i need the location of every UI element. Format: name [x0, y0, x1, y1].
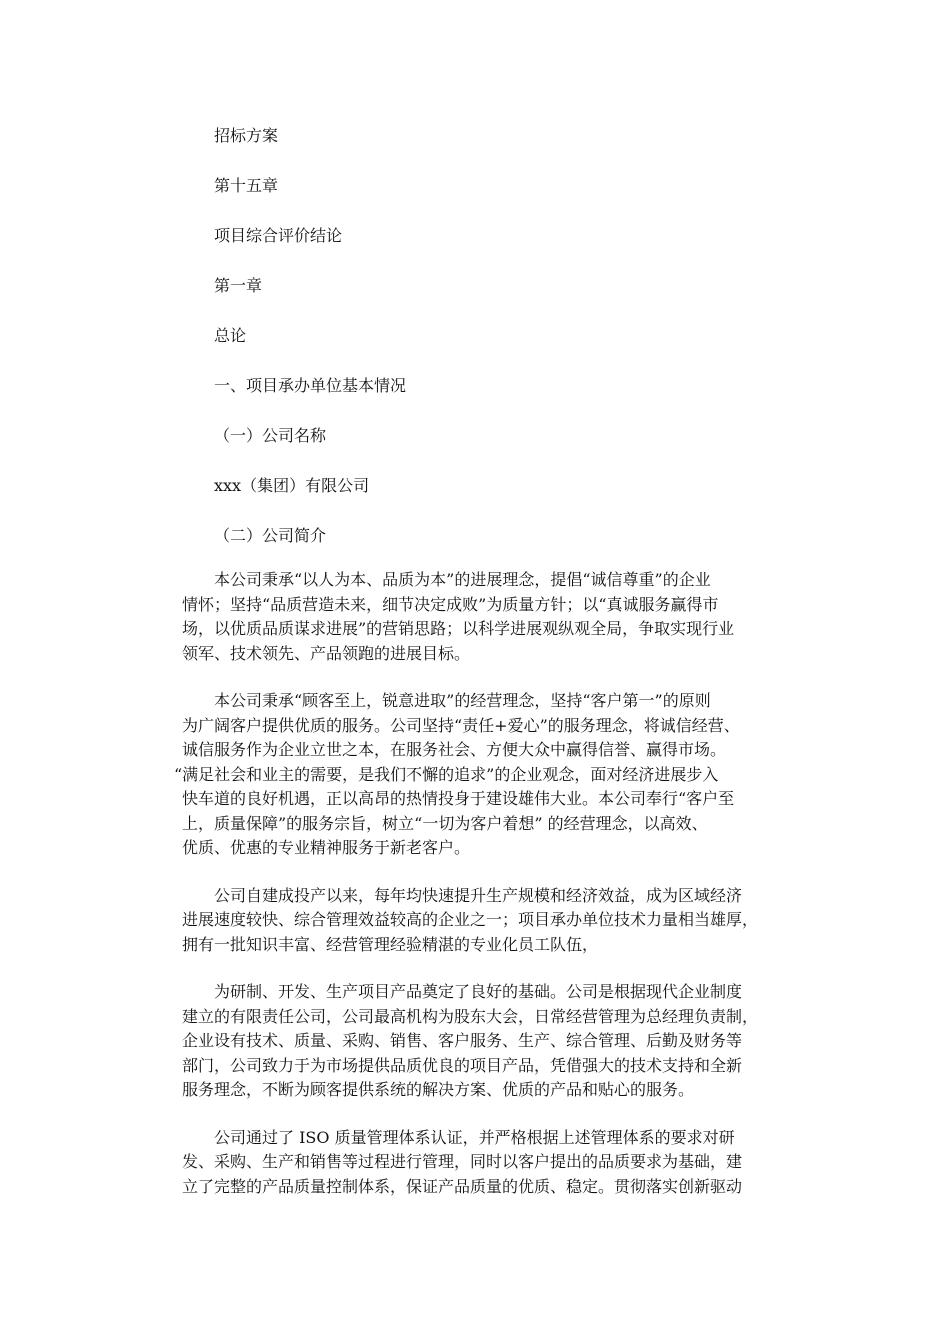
heading-company-profile: （二）公司简介 — [214, 526, 327, 545]
company-name-value: xxx（集团）有限公司 — [214, 476, 370, 495]
paragraph-line: 本公司秉承“以人为本、品质为本”的进展理念，提倡“诚信尊重”的企业 — [214, 570, 711, 589]
paragraph-line: 服务理念，不断为顾客提供系统的解决方案、优质的产品和贴心的服务。 — [182, 1080, 695, 1099]
paragraph-line: 立了完整的产品质量控制体系，保证产品质量的优质、稳定。贯彻落实创新驱动 — [182, 1176, 743, 1196]
heading-chapter-1: 第一章 — [214, 276, 263, 295]
heading-bidding-plan: 招标方案 — [214, 126, 279, 145]
paragraph-line: 拥有一批知识丰富、经营管理经验精湛的专业化员工队伍， — [182, 934, 599, 954]
paragraph-line: 快车道的良好机遇，正以高昂的热情投身于建设雄伟大业。本公司奉行“客户至 — [182, 789, 735, 808]
paragraph-4 — [182, 980, 774, 1103]
paragraph-line: 领军、技术领先、产品领跑的进展目标。 — [182, 643, 471, 663]
paragraph-3 — [182, 884, 774, 958]
paragraph-line: “满足社会和业主的需要，是我们不懈的追求”的企业观念，面对经济进展步入 — [174, 764, 719, 784]
paragraph-line: 建立的有限责任公司，公司最高机构为股东大会，日常经营管理为总经理负责制， — [182, 1006, 759, 1026]
heading-general: 总论 — [214, 326, 247, 345]
paragraph-line: 部门，公司致力于为市场提供品质优良的项目产品，凭借强大的技术支持和全新 — [182, 1055, 743, 1075]
heading-company-name: （一）公司名称 — [214, 426, 327, 445]
heading-evaluation-conclusion: 项目综合评价结论 — [214, 226, 343, 245]
document-body — [174, 124, 774, 1199]
paragraph-line: 进展速度较快、综合管理效益较高的企业之一；项目承办单位技术力量相当雄厚， — [182, 910, 759, 929]
paragraph-1 — [182, 568, 774, 666]
paragraph-line: 优质、优惠的专业精神服务于新老客户。 — [182, 838, 471, 857]
paragraph-line: 公司自建成投产以来，每年均快速提升生产规模和经济效益，成为区域经济 — [214, 885, 743, 905]
paragraph-5 — [182, 1126, 774, 1200]
paragraph-line: 企业设有技术、质量、采购、销售、客户服务、生产、综合管理、后勤及财务等 — [182, 1031, 743, 1050]
paragraph-line: 为研制、开发、生产项目产品奠定了良好的基础。公司是根据现代企业制度 — [214, 982, 743, 1001]
paragraph-line: 上，质量保障”的服务宗旨，树立“一切为客户着想” 的经营理念，以高效、 — [182, 813, 708, 833]
paragraph-line: 公司通过了 ISO 质量管理体系认证，并严格根据上述管理体系的要求对研 — [214, 1127, 735, 1147]
paragraph-line: 场，以优质品质谋求进展”的营销思路；以科学进展观纵观全局，争取实现行业 — [182, 619, 735, 638]
paragraph-line: 本公司秉承“顾客至上，锐意进取”的经营理念，坚持“客户第一”的原则 — [214, 691, 711, 710]
paragraph-2 — [174, 689, 774, 861]
heading-chapter-15: 第十五章 — [214, 176, 279, 195]
heading-section-1: 一、项目承办单位基本情况 — [214, 376, 407, 395]
paragraph-line: 为广阔客户提供优质的服务。公司坚持“责任+爱心”的服务理念，将诚信经营、 — [182, 715, 740, 735]
paragraph-line: 情怀；坚持“品质营造未来，细节决定成败”为质量方针；以“真诚服务赢得市 — [182, 594, 719, 614]
paragraph-line: 诚信服务作为企业立世之本，在服务社会、方便大众中赢得信誉、赢得市场。 — [182, 740, 727, 759]
paragraph-line: 发、采购、生产和销售等过程进行管理，同时以客户提出的品质要求为基础，建 — [182, 1152, 743, 1171]
